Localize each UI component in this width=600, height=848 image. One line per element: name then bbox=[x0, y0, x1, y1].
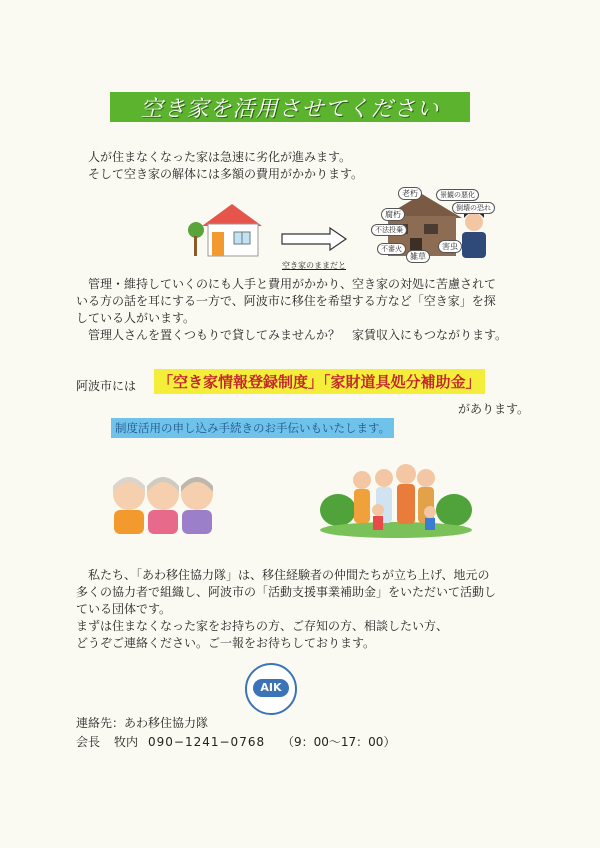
diagram-caption: 空き家のままだと bbox=[282, 261, 346, 270]
logo-mark: AIK bbox=[253, 679, 289, 697]
intro-line-1: 人が住まなくなった家は急速に劣化が進みます。 bbox=[88, 150, 352, 164]
family-illustration bbox=[318, 460, 472, 542]
contact-phone[interactable]: 090−1241−0768 bbox=[148, 735, 266, 749]
page-title: 空き家を活用させてください bbox=[140, 96, 440, 122]
diagram-label: 雑草 bbox=[406, 250, 430, 263]
paragraph-1-line-3: している人がいます。 bbox=[76, 311, 196, 325]
support-note: 制度活用の申し込み手続きのお手伝いもいたします。 bbox=[111, 418, 394, 438]
diagram-label: 景観の悪化 bbox=[436, 189, 479, 201]
contact-label: 連絡先：あわ移住協力隊 bbox=[76, 716, 209, 730]
diagram-label: 不法投棄 bbox=[371, 224, 407, 236]
house-illustration bbox=[188, 198, 266, 260]
intro-line-2: そして空き家の解体には多額の費用がかかります。 bbox=[88, 167, 364, 181]
diagram-label: 老朽 bbox=[398, 187, 422, 200]
arrow-icon bbox=[280, 226, 350, 252]
diagram-label: 腐朽 bbox=[381, 208, 405, 221]
diagram-label: 害虫 bbox=[438, 240, 462, 253]
paragraph-2-line-2: 多くの協力者で組織し、阿波市の「活動支援事業補助金」をいただいて活動し bbox=[76, 585, 497, 599]
paragraph-1-line-2: いる方の話を耳にする一方で、阿波市に移住を希望する方など「空き家」を探 bbox=[76, 294, 496, 308]
programs-suffix: があります。 bbox=[458, 402, 530, 416]
diagram-label: 倒壊の恐れ bbox=[452, 202, 495, 214]
paragraph-2-line-4: まずは住まなくなった家をお持ちの方、ご存知の方、相談したい方、 bbox=[76, 619, 449, 633]
title-banner bbox=[110, 92, 470, 122]
contact-name: 牧内 bbox=[114, 735, 139, 749]
diagram-label: 不審火 bbox=[377, 243, 406, 255]
organization-logo bbox=[245, 663, 297, 715]
programs-highlight: 「空き家情報登録制度」「家財道具処分補助金」 bbox=[154, 369, 485, 394]
elderly-people-illustration bbox=[110, 470, 214, 534]
paragraph-2-line-5: どうぞご連絡ください。ご一報をお待ちしております。 bbox=[76, 636, 376, 650]
programs-prefix: 阿波市には bbox=[76, 379, 137, 393]
paragraph-2-line-3: ている団体です。 bbox=[76, 602, 172, 616]
paragraph-2-line-1: 私たち、「あわ移住協力隊」は、移住経験者の仲間たちが立ち上げ、地元の bbox=[88, 568, 490, 582]
contact-role: 会長 bbox=[76, 735, 101, 749]
contact-hours: （9：00〜17：00） bbox=[282, 735, 396, 749]
paragraph-1-line-4: 管理人さんを置くつもりで貸してみませんか？ 家賃収入にもつながります。 bbox=[88, 328, 508, 342]
paragraph-1-line-1: 管理・維持していくのにも人手と費用がかかり、空き家の対処に苦慮されて bbox=[88, 277, 497, 291]
